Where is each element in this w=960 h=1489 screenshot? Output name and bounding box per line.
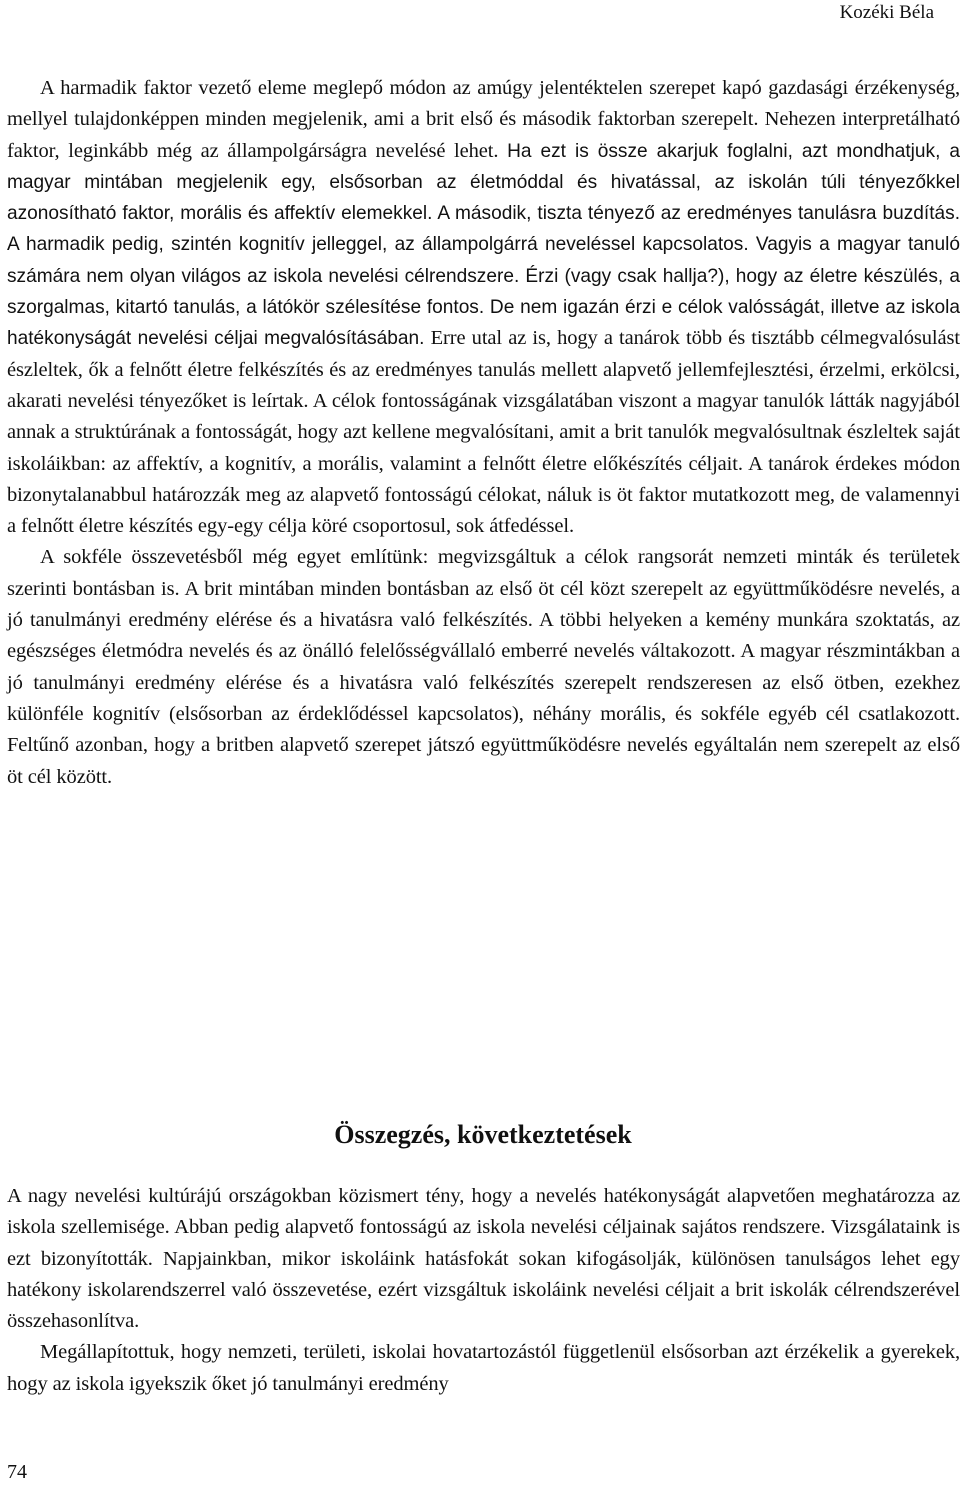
section-heading: Összegzés, következtetések — [334, 1119, 632, 1149]
paragraph-comparison: A sokféle összevetésből még egyet említünk: megvizsgáltuk a célok rangsorát nemzeti minták és területek szerinti bontásban is. A brit mintában minden bontásban az első öt cél közt szerepelt az együttműködésre nevelés, a jó tanulmányi eredmény elérése és a hivatásra való felkészítés. A többi helyeken a kemény munkára szoktatás, az egészséges életmódra nevelés és az önálló felelősségvállaló emberré nevelés váltakozott. A magyar részmintákban a jó tanulmányi eredmény elérése és a hivatásra való felkészítés szerepelt rendszeresen az első ötben, ezekhez különféle kognitív (elsősorban az érdeklődéssel kapcsolatos), néhány morális, és sokféle egyéb cél csatlakozott. Feltűnő azonban, hogy a britben alapvető szerepet játszó együttműködésre nevelés egyáltalán nem szerepelt az első öt cél között. — [7, 546, 960, 788]
paragraph-conclusion-1: A nagy nevelési kultúrájú országokban közismert tény, hogy a nevelés hatékonyságát alapvetően meghatározza az iskola szellemisége. Abban pedig alapvető fontosságú az iskola nevelési céljainak sajátos rendszere. Vizsgálataink is ezt bizonyították. Napjainkban, mikor iskoláink hatásfokát sokan kifogásolják, különösen tanulságos lehet egy hatékony iskolarendszerrel való összevetése, ezért vizsgáltuk iskoláink nevelési céljait a brit iskolák célrendszerével összehasonlítva. — [7, 1185, 960, 1333]
body-text-upper — [7, 73, 960, 793]
paragraph-third-factor — [7, 73, 960, 542]
paragraph-third-factor-serif: A harmadik faktor vezető eleme meglepő módon az amúgy jelentéktelen szerepet kapó gazdasági érzékenység, mellyel tulajdonképpen minden megjelenik, ami a brit első és második faktorban szerepelt. Nehezen interpretálható faktor, leginkább még az állampolgárságra nevelésé lehet. — [7, 77, 960, 162]
page-number: 74 — [7, 1461, 27, 1483]
body-text-conclusions — [7, 1181, 960, 1400]
paragraph-third-factor-teachers: Erre utal az is, hogy a tanárok több és tisztább célmegvalósulást észleltek, ők a felnőtt életre felkészítés és az eredményes tanulás mellett alapvető jellemfejlesztési, érzelmi, erkölcsi, akarati nevelési tényezőket is leírtak. A célok fontosságának vizsgálatában viszont a magyar tanulók látták nagyjából annak a struktúrának a fontosságát, hogy azt kellene megvalósítani, amit a brit tanulók megvalósultnak észleltek saját iskoláikban: az affektív, a kognitív, a morális, valamint a felnőtt életre előkészítés céljait. A tanárok érdekes módon bizonytalanabbul határozzák meg az alapvető fontosságú célokat, náluk is öt faktor mutatkozott meg, de valamennyi a felnőtt életre készítés egy-egy célja köré csoportosul, sok átfedéssel. — [7, 327, 960, 538]
running-header-author: Kozéki Béla — [839, 2, 934, 23]
paragraph-conclusion-2: Megállapítottuk, hogy nemzeti, területi, iskolai hovatartozástól függetlenül elsősorban azt érzékelik a gyerekek, hogy az iskola igyekszik őket jó tanulmányi eredmény — [7, 1341, 960, 1395]
paragraph-third-factor-summary: Ha ezt is össze akarjuk foglalni, azt mondhatjuk, a magyar mintában megjelenik egy, elsősorban az életmóddal és hivatással, az iskolán túli tényezőkkel azonosítható faktor, morális és affektív elemekkel. A második, tiszta tényező az eredményes tanulásra buzdítás. A harmadik pedig, szintén kognitív jelleggel, az állampolgárrá neveléssel kapcsolatos. Vagyis a magyar tanuló számára nem olyan világos az iskola nevelési célrendszere. Érzi (vagy csak hallja?), hogy az életre készülés, a szorgalmas, kitartó tanulás, a látókör szélesítése fontos. De nem igazán érzi e célok valósságát, illetve az iskola hatékonyságát nevelési céljai megvalósításában. — [7, 140, 960, 350]
